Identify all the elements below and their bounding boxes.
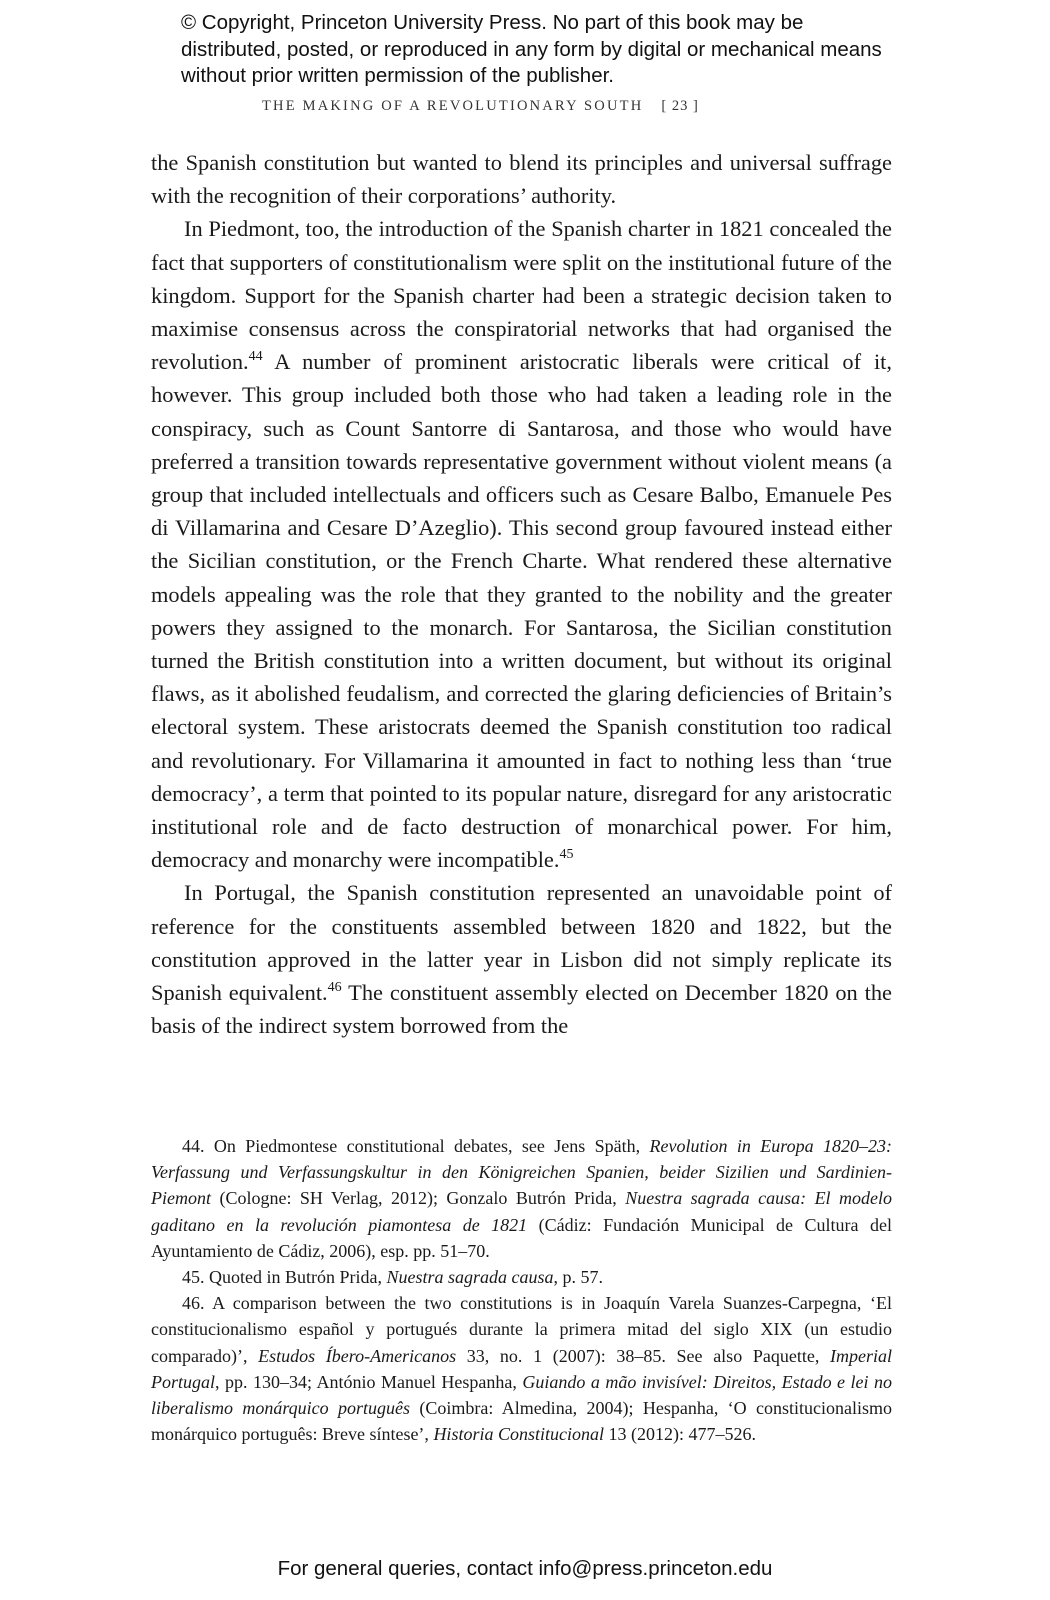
paragraph-3-part-1: In Portugal, the Spanish constitution represented an unavoidable point of reference for the constituents assembled between 1820 and 1822, but the constitution approved in the latter year in Lisbon did not simply replicate its Spanish equivalent. (151, 880, 892, 1006)
footnote-46-title-2: Imperial Portugal (151, 1345, 892, 1392)
footnotes (151, 1133, 892, 1447)
main-text (151, 146, 892, 1042)
footnote-46-title-1: Estudos Íbero-Americanos (258, 1345, 457, 1366)
paragraph-3 (151, 876, 892, 1042)
copyright-notice: © Copyright, Princeton University Press. No part of this book may be distributed, posted, or reproduced in any form by digital or mechanical means without prior written permission of the publisher. (181, 11, 882, 87)
paragraph-1: the Spanish constitution but wanted to blend its principles and universal suffrage with the recognition of their corporations’ authority. (151, 150, 892, 209)
footnote-46-text-5: 13 (2012): 477–526. (603, 1424, 756, 1445)
footnote-45-text-2: , p. 57. (553, 1267, 604, 1288)
footnote-46 (151, 1290, 892, 1447)
footnote-44-title-1: Revolution in Europa 1820–23: Verfassung und Verfassungskultur in den Königreichen Spanien, beider Sizilien und Sardinien-Piemont (151, 1136, 892, 1209)
footnote-46-title-3: Guiando a mão invisível: Direitos, Estado e lei no liberalismo monárquico português (151, 1371, 892, 1419)
footnote-44-text-3: (Cádiz: Fundación Municipal de Cultura del Ayuntamiento de Cádiz, 2006), esp. pp. 51–70. (151, 1214, 892, 1261)
footnote-ref-46[interactable]: 46 (327, 980, 342, 996)
paragraph-3-part-2: The constituent assembly elected on December 1820 on the basis of the indirect system borrowed from the (151, 980, 892, 1039)
page-number: [ 23 ] (661, 98, 699, 114)
footnote-44-title-2: Nuestra sagrada causa: El modelo gaditano en la revolución piamontesa de 1821 (151, 1188, 892, 1235)
paragraph-2-part-2: A number of prominent aristocratic liberals were critical of it, however. This group included both those who had taken a leading role in the conspiracy, such as Count Santorre di Santarosa, and those who would have preferred a transition towards representative government without violent means (a group that included intellectuals and officers such as Cesare Balbo, Emanuele Pes di Villamarina and Cesare D’Azeglio). This second group favoured instead either the Sicilian constitution, or the French Charte. What rendered these alternative models appealing was the role that they granted to the nobility and the greater powers they assigned to the monarch. For Santarosa, the Sicilian constitution turned the British constitution into a written document, but without its original flaws, as it abolished feudalism, and corrected the glaring deficiencies of Britain’s electoral system. These aristocrats deemed the Spanish constitution too radical and revolutionary. For Villamarina it amounted in fact to nothing less than ‘true democracy’, a term that pointed to its popular nature, disregard for any aristocratic institutional role and de facto destruction of monarchical power. For him, democracy and monarchy were incompatible. (151, 349, 892, 873)
paragraph-2-part-1: In Piedmont, too, the introduction of the Spanish charter in 1821 concealed the fact that supporters of constitutionalism were split on the institutional future of the kingdom. Support for the Spanish charter had been a strategic decision taken to maximise consensus across the conspiratorial networks that had organised the revolution. (151, 216, 892, 375)
footnote-46-text-3: , pp. 130–34; António Manuel Hespanha, (215, 1371, 523, 1392)
footnote-44-text: 44. On Piedmontese constitutional debates, see Jens Späth, (182, 1136, 650, 1156)
footnote-45 (151, 1264, 892, 1290)
paragraph-2 (151, 212, 892, 876)
footnote-46-text-4: (Coimbra: Almedina, 2004); Hespanha, ‘O constitucionalismo monárquico português: Breve síntese’, (151, 1398, 892, 1445)
footer-contact: For general queries, contact info@press.princeton.edu (277, 1557, 773, 1580)
footnote-46-text-2: 33, no. 1 (2007): 38–85. See also Paquette, (456, 1345, 830, 1366)
footnote-45-text: 45. Quoted in Butrón Prida, (182, 1267, 387, 1288)
running-head-title: THE MAKING OF A REVOLUTIONARY SOUTH (262, 98, 644, 114)
footnote-45-title: Nuestra sagrada causa (386, 1267, 554, 1288)
footnote-44-text-2: (Cologne: SH Verlag, 2012); Gonzalo Butrón Prida, (211, 1188, 626, 1209)
footnote-46-title-4: Historia Constitucional (433, 1424, 604, 1445)
footnote-44 (151, 1133, 892, 1264)
footnote-ref-44[interactable]: 44 (248, 349, 263, 365)
footnote-ref-45[interactable]: 45 (559, 847, 574, 863)
footnote-46-text: 46. A comparison between the two constitutions is in Joaquín Varela Suanzes-Carpegna, ‘El constitucionalismo español y portugués durante la primera mitad del siglo XIX (un estudio comparado)’, (151, 1293, 892, 1366)
running-head (262, 98, 822, 115)
